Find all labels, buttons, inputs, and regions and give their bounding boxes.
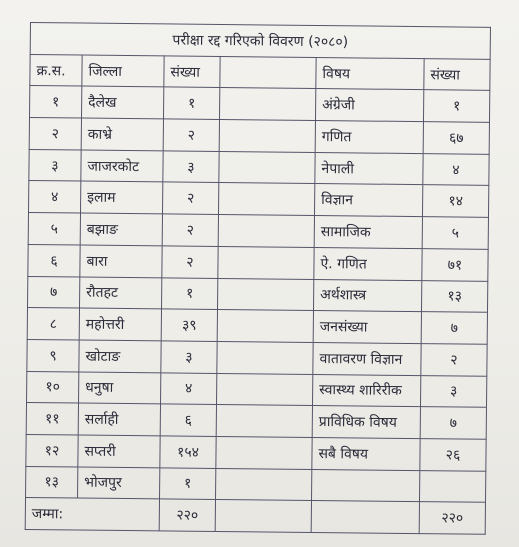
table-row xyxy=(29,118,489,155)
district-name: सप्तरी xyxy=(78,435,160,468)
subject-count: ६७ xyxy=(423,122,489,154)
table-row xyxy=(28,213,488,250)
header-subject-count: संख्या xyxy=(424,58,490,90)
district-serial: २ xyxy=(29,118,81,150)
subject-name: ऐ. गणित xyxy=(314,247,422,280)
spacer-cell xyxy=(216,405,312,438)
district-serial: १ xyxy=(29,86,81,118)
table-body xyxy=(25,23,490,535)
table-row xyxy=(29,86,489,123)
table-row xyxy=(26,466,486,503)
district-serial: १३ xyxy=(26,466,78,498)
district-name: भोजपुर xyxy=(78,467,160,500)
spacer-cell xyxy=(218,183,314,216)
district-serial: १२ xyxy=(26,434,78,466)
district-count: १ xyxy=(162,277,218,309)
district-serial: ५ xyxy=(28,213,80,245)
subject-name: वातावरण विज्ञान xyxy=(313,342,421,375)
district-count: १ xyxy=(160,468,216,500)
district-name: बारा xyxy=(80,245,162,278)
subject-count: ४ xyxy=(423,153,489,185)
subject-name: विज्ञान xyxy=(314,184,422,217)
empty-cell xyxy=(311,501,419,534)
subject-count: २ xyxy=(421,343,487,375)
subject-name: नेपाली xyxy=(315,152,423,185)
subject-name: अंग्रेजी xyxy=(315,89,423,122)
district-count: ४ xyxy=(161,372,217,404)
spacer-cell xyxy=(217,278,313,311)
district-name: इलाम xyxy=(81,181,163,214)
table-row xyxy=(29,181,489,218)
district-serial: १० xyxy=(27,371,79,403)
district-count: ३ xyxy=(161,341,217,373)
district-name: खोटाङ xyxy=(79,340,161,373)
district-name: जाजरकोट xyxy=(81,150,163,183)
district-serial: ११ xyxy=(26,403,78,435)
district-count: २ xyxy=(162,246,218,278)
subject-count: ७१ xyxy=(422,248,488,280)
table-row xyxy=(27,339,487,376)
table-row xyxy=(26,434,486,471)
district-name: धनुषा xyxy=(79,372,161,405)
district-name: रौतहट xyxy=(80,277,162,310)
page-title: परीक्षा रद्द गरिएको विवरण (२०८०) xyxy=(30,23,490,60)
subject-name: गणित xyxy=(315,121,423,154)
district-count: ३९ xyxy=(161,309,217,341)
district-count: १ xyxy=(163,87,219,119)
district-name: सर्लाही xyxy=(78,403,160,436)
subject-name: सामाजिक xyxy=(314,216,422,249)
spacer-cell xyxy=(219,88,315,121)
subject-name: स्वास्थ्य शारिरीक xyxy=(312,374,420,407)
subject-name: प्राविधिक विषय xyxy=(312,406,420,439)
district-name: महोत्तरी xyxy=(79,308,161,341)
spacer-cell xyxy=(219,120,315,153)
cancelled-exam-table xyxy=(25,22,491,535)
subject-count: ५ xyxy=(422,217,488,249)
spacer-cell xyxy=(215,500,311,533)
district-total-label: जम्मा: xyxy=(25,498,159,531)
subject-count: १३ xyxy=(421,280,487,312)
subject-count: ७ xyxy=(420,407,486,439)
subject-count: ३ xyxy=(420,375,486,407)
district-total-value: २२० xyxy=(159,499,215,531)
district-serial: ६ xyxy=(28,244,80,276)
subject-name: अर्थशास्त्र xyxy=(313,279,421,312)
district-serial: ८ xyxy=(27,308,79,340)
spacer-cell xyxy=(218,215,314,248)
table-row xyxy=(29,149,489,186)
district-name: बझाङ xyxy=(80,213,162,246)
district-count: २ xyxy=(162,182,218,214)
subject-name: जनसंख्या xyxy=(313,311,421,344)
header-district: जिल्ला xyxy=(82,55,164,88)
spacer-cell xyxy=(218,246,314,279)
spacer-cell xyxy=(219,151,315,184)
district-count: २ xyxy=(162,214,218,246)
district-serial: ९ xyxy=(27,339,79,371)
district-name: दैलेख xyxy=(81,86,163,119)
district-count: १५४ xyxy=(160,436,216,468)
table-row xyxy=(28,276,488,313)
district-count: २ xyxy=(163,119,219,151)
spacer-cell xyxy=(216,436,312,469)
subject-count: १ xyxy=(423,90,489,122)
table-row xyxy=(26,403,486,440)
district-serial: ७ xyxy=(28,276,80,308)
table-row xyxy=(27,371,487,408)
header-subject: विषय xyxy=(316,57,424,90)
header-serial: क्र.स. xyxy=(30,54,82,86)
table-row xyxy=(27,308,487,345)
subject-name: सबै विषय xyxy=(312,437,420,470)
subject-total-value: २२० xyxy=(419,502,485,534)
district-count: ६ xyxy=(160,404,216,436)
empty-cell xyxy=(419,470,485,502)
district-serial: ४ xyxy=(29,181,81,213)
subject-count: २६ xyxy=(420,439,486,471)
total-row xyxy=(25,498,485,535)
spacer-cell xyxy=(217,373,313,406)
empty-cell xyxy=(312,469,420,502)
subject-count: ७ xyxy=(421,312,487,344)
subject-count: १४ xyxy=(422,185,488,217)
header-row xyxy=(30,54,490,91)
district-count: ३ xyxy=(163,151,219,183)
district-name: काभ्रे xyxy=(81,118,163,151)
title-row xyxy=(30,23,490,60)
spacer-cell xyxy=(220,56,316,89)
table-row xyxy=(28,244,488,281)
spacer-cell xyxy=(216,468,312,501)
header-count: संख्या xyxy=(164,56,220,88)
spacer-cell xyxy=(217,310,313,343)
spacer-cell xyxy=(217,341,313,374)
district-serial: ३ xyxy=(29,149,81,181)
